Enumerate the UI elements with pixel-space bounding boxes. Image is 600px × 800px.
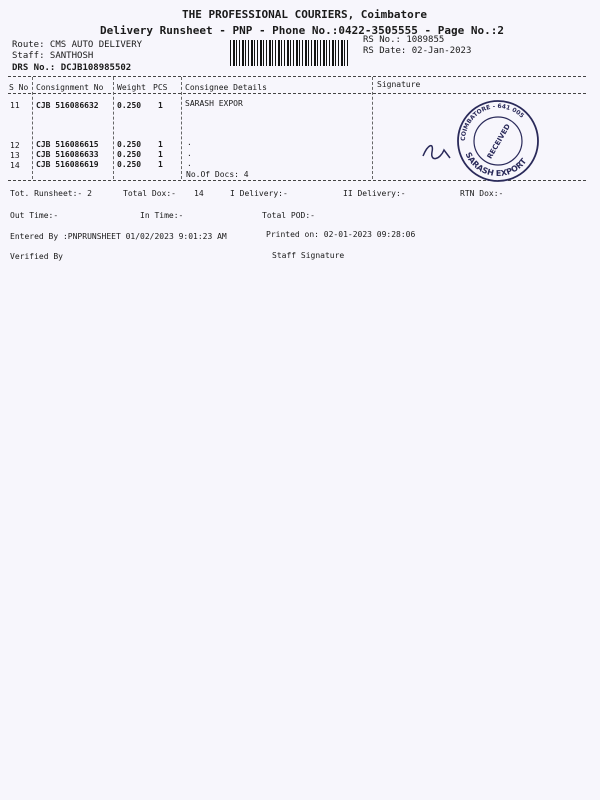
drs-number: DRS No.: DCJB108985502	[12, 63, 132, 73]
row-pcs: 1	[158, 101, 163, 110]
row-consignee: .	[187, 149, 192, 158]
header-signature: Signature	[377, 80, 421, 89]
row-consignee: .	[187, 159, 192, 168]
row-weight: 0.250	[117, 160, 142, 169]
out-time: Out Time:-	[10, 211, 59, 220]
rs-date: RS Date: 02-Jan-2023	[363, 46, 472, 56]
svg-text:COIMBATORE - 641 005	[460, 103, 525, 141]
row-sno: 11	[10, 101, 20, 110]
row-sno: 14	[10, 161, 20, 170]
no-of-docs: No.Of Docs: 4	[186, 170, 249, 179]
row-weight: 0.250	[117, 150, 142, 159]
row-pcs: 1	[158, 160, 163, 169]
row-consignment: CJB 516086633	[36, 150, 99, 159]
total-dox-label: Total Dox:-	[123, 189, 176, 198]
total-dox-value: 14	[194, 189, 204, 198]
runsheet-subtitle: Delivery Runsheet - PNP - Phone No.:0422-3505555 - Page No.:2	[100, 24, 504, 37]
column-divider	[113, 77, 114, 179]
route-label: Route: CMS AUTO DELIVERY	[12, 40, 143, 50]
column-divider	[32, 77, 33, 179]
row-consignee: .	[187, 138, 192, 147]
staff-signature: Staff Signature	[272, 251, 345, 260]
row-sno: 13	[10, 151, 20, 160]
header-pcs: PCS	[153, 83, 168, 92]
signature-scribble	[420, 138, 456, 166]
row-consignee: SARASH EXPOR	[185, 99, 243, 108]
barcode	[230, 40, 350, 66]
header-weight: Weight	[117, 83, 146, 92]
received-stamp	[455, 98, 541, 184]
entered-by: Entered By :PNPRUNSHEET 01/02/2023 9:01:23 AM	[10, 232, 227, 241]
stamp-text-top: COIMBATORE - 641 005	[459, 102, 526, 142]
tot-runsheet: Tot. Runsheet:- 2	[10, 189, 92, 198]
row-sno: 12	[10, 141, 20, 150]
column-divider	[181, 77, 182, 179]
in-time: In Time:-	[140, 211, 184, 220]
total-pod: Total POD:-	[262, 211, 315, 220]
rtn-dox: RTN Dox:-	[460, 189, 504, 198]
ii-delivery: II Delivery:-	[343, 189, 406, 198]
row-pcs: 1	[158, 140, 163, 149]
rs-number: RS No.: 1089855	[363, 35, 445, 45]
printed-on: Printed on: 02-01-2023 09:28:06	[266, 230, 416, 239]
row-weight: 0.250	[117, 140, 142, 149]
stamp-text-center: RECEIVED	[485, 122, 513, 161]
row-consignment: CJB 516086619	[36, 160, 99, 169]
i-delivery: I Delivery:-	[230, 189, 288, 198]
company-title: THE PROFESSIONAL COURIERS, Coimbatore	[182, 8, 428, 21]
header-consignment: Consignment No	[36, 83, 104, 92]
staff-label: Staff: SANTHOSH	[12, 51, 94, 61]
row-consignment: CJB 516086615	[36, 140, 99, 149]
divider-header	[8, 93, 586, 94]
verified-by: Verified By	[10, 252, 63, 261]
column-divider	[372, 77, 373, 179]
row-weight: 0.250	[117, 101, 142, 110]
row-consignment: CJB 516086632	[36, 101, 99, 110]
header-sno: S No	[9, 83, 29, 92]
header-consignee: Consignee Details	[185, 83, 267, 92]
divider-top	[8, 76, 586, 77]
stamp-text-bottom: SARASH EXPORT	[463, 150, 529, 179]
row-pcs: 1	[158, 150, 163, 159]
